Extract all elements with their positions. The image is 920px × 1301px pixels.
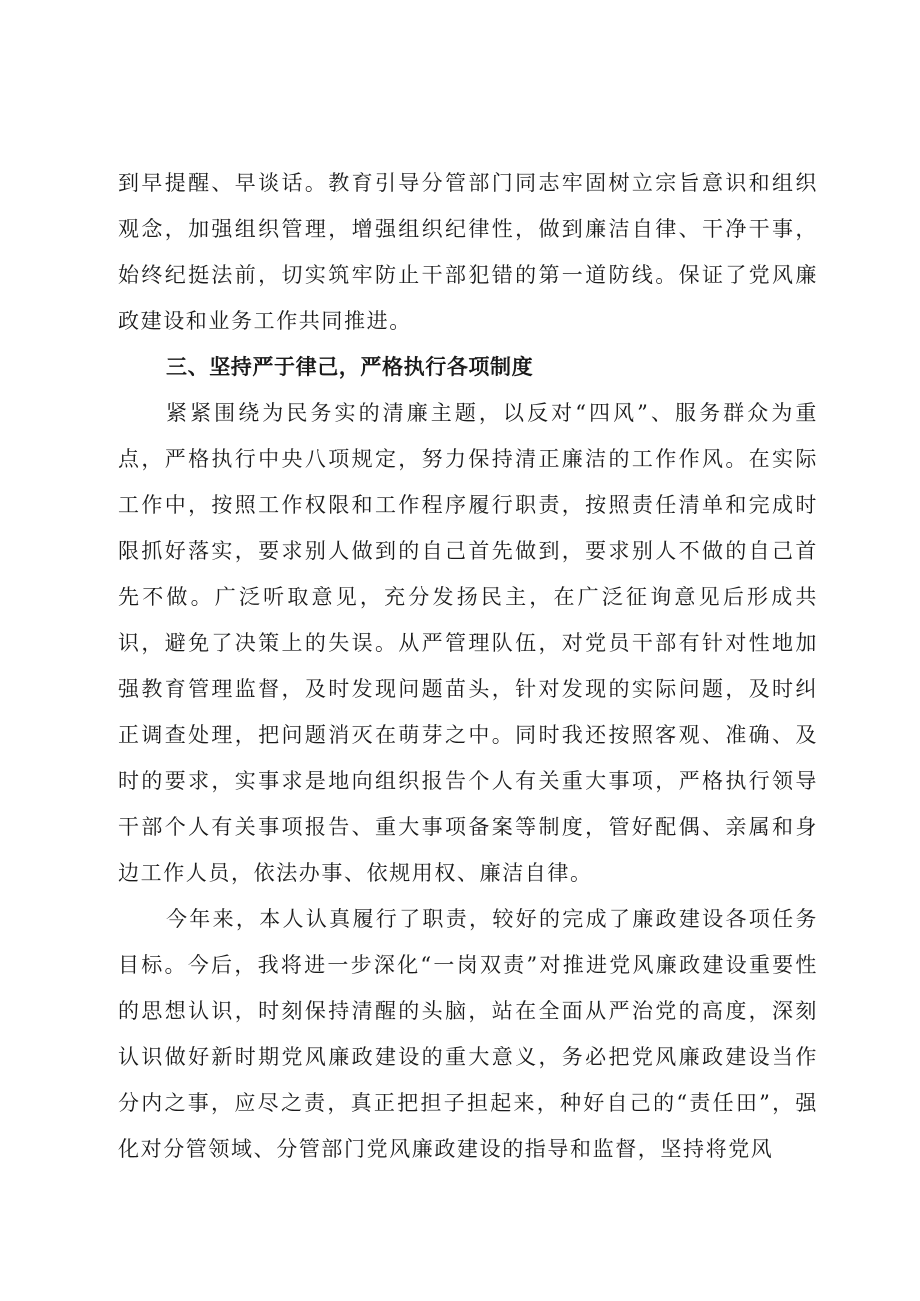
continuation-paragraph: 到早提醒、早谈话。教育引导分管部门同志牢固树立宗旨意识和组织观念，加强组织管理，增强组织纪律性，做到廉洁自律、干净干事，始终纪挺法前，切实筑牢防止干部犯错的第一道防线。保证了党风廉政建设和业务工作共同推进。 [118, 171, 818, 333]
document-body [118, 160, 818, 1172]
section-paragraph: 紧紧围绕为民务实的清廉主题，以反对“四风”、服务群众为重点，严格执行中央八项规定，努力保持清正廉洁的工作作风。在实际工作中，按照工作权限和工作程序履行职责，按照责任清单和完成时限抓好落实，要求别人做到的自己首先做到，要求别人不做的自己首先不做。广泛听取意见，充分发扬民主，在广泛征询意见后形成共识，避免了决策上的失误。从严管理队伍，对党员干部有针对性地加强教育管理监督，及时发现问题苗头，针对发现的实际问题，及时纠正调查处理，把问题消灭在萌芽之中。同时我还按照客观、准确、及时的要求，实事求是地向组织报告个人有关重大事项，严格执行领导干部个人有关事项报告、重大事项备案等制度，管好配偶、亲属和身边工作人员，依法办事、依规用权、廉洁自律。 [118, 401, 818, 885]
closing-paragraph: 今年来，本人认真履行了职责，较好的完成了廉政建设各项任务目标。今后，我将进一步深化“一岗双责”对推进党风廉政建设重要性的思想认识，时刻保持清醒的头脑，站在全面从严治党的高度，深刻认识做好新时期党风廉政建设的重大意义，务必把党风廉政建设当作分内之事，应尽之责，真正把担子担起来，种好自己的“责任田”，强化对分管领域、分管部门党风廉政建设的指导和监督，坚持将党风 [118, 907, 818, 1161]
section-heading: 三、坚持严于律己，严格执行各项制度 [166, 355, 534, 379]
